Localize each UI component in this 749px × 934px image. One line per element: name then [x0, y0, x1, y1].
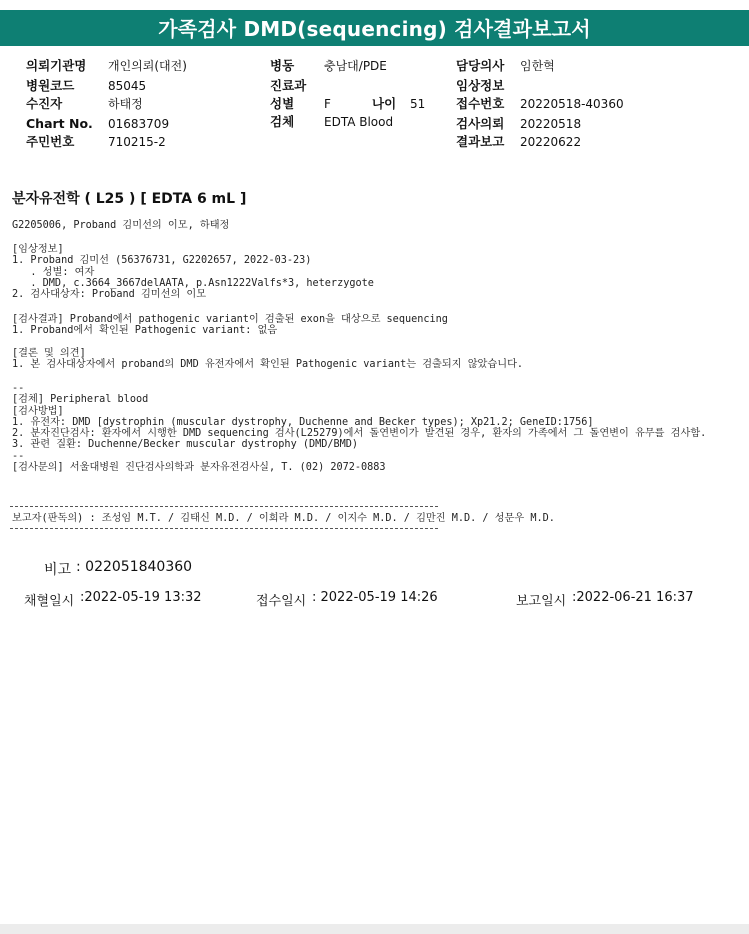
specimen-label: 검체 [270, 114, 295, 129]
report-date-label: 결과보고 [456, 134, 505, 149]
receipt-label: 접수일시 [256, 594, 307, 609]
age-label: 나이 [372, 96, 397, 111]
report-date-value: 20220622 [520, 135, 582, 149]
report-time-label: 보고일시 [516, 594, 567, 609]
conclusion-block: [결론 및 의견] 1. 본 검사대상자에서 proband의 DMD 유전자에서 확인된 Pathogenic variant는 검출되지 않았습니다. [12, 348, 524, 371]
reporter-divider-top [10, 506, 438, 507]
clinical-info-label: 임상정보 [456, 78, 505, 93]
report-title: 가족검사 DMD(sequencing) 검사결과보고서 [0, 10, 749, 46]
chart-no-label: Chart No. [26, 116, 93, 131]
doctor-value: 임한혁 [520, 59, 555, 73]
id-no-value: 710215-2 [108, 135, 166, 149]
collect-value: :2022-05-19 13:32 [80, 590, 202, 605]
hospital-code-value: 85045 [108, 79, 147, 93]
page-bottom-band [0, 924, 749, 934]
receipt-no-label: 접수번호 [456, 96, 505, 111]
doctor-label: 담당의사 [456, 58, 505, 73]
remark-value: : 022051840360 [76, 559, 193, 575]
method-block: -- [검체] Peripheral blood [검사방법] 1. 유전자: DMD [dystrophin (muscular dystrophy, Duchenne and Becker types); Xp21.2; GeneID:1756] 2. 분자진단검사: 환자에서 시행한 DMD sequencing 검사(L25279)에서 돌연변이가 발견된 경우, 환자의 가족에서 그 돌연변이 유무를 검사함. 3. 관련 질환: Duchenne/Becker muscular dystrophy (DMD/BMD) -- [검사문의] 서울대병원 진단검사의학과 분자유전검사실, T. (02) 2072-0883 [12, 383, 707, 474]
sex-label: 성별 [270, 96, 295, 111]
institution-value: 개인의뢰(대전) [108, 59, 187, 73]
institution-label: 의뢰기관명 [26, 58, 87, 73]
id-no-label: 주민번호 [26, 134, 75, 149]
result-block: [검사결과] Proband에서 pathogenic variant이 검출된 exon을 대상으로 sequencing 1. Proband에서 확인된 Pathogenic variant: 없음 [12, 314, 448, 337]
remark-label: 비고 [44, 562, 72, 578]
section-title: 분자유전학 ( L25 ) [ EDTA 6 mL ] [12, 191, 247, 207]
recipient-value: 하태정 [108, 97, 143, 111]
ward-label: 병동 [270, 58, 295, 73]
specimen-value: EDTA Blood [324, 115, 394, 129]
reporter-divider-bottom [10, 528, 438, 529]
sex-value: F [324, 97, 331, 111]
collect-label: 채혈일시 [24, 594, 75, 609]
receipt-no-value: 20220518-40360 [520, 97, 624, 111]
reporters-line: 보고자(판독의) : 조성임 M.T. / 김태신 M.D. / 이희라 M.D. / 이지수 M.D. / 김만진 M.D. / 성문우 M.D. [12, 513, 555, 524]
report-time-value: :2022-06-21 16:37 [572, 590, 694, 605]
dept-label: 진료과 [270, 78, 307, 93]
receipt-value: : 2022-05-19 14:26 [312, 590, 438, 605]
specimen-id-line: G2205006, Proband 김미선의 이모, 하태정 [12, 220, 230, 231]
age-value: 51 [410, 97, 426, 111]
request-date-label: 검사의뢰 [456, 116, 505, 131]
clinical-info-block: [임상정보] 1. Proband 김미선 (56376731, G2202657, 2022-03-23) . 성별: 여자 . DMD, c.3664_3667delAATA, p.Asn1222Valfs*3, heterzygote 2. 검사대상자: Proband 김미선의 이모 [12, 244, 374, 301]
ward-value: 충남대/PDE [324, 59, 387, 73]
hospital-code-label: 병원코드 [26, 78, 75, 93]
request-date-value: 20220518 [520, 117, 582, 131]
recipient-label: 수진자 [26, 96, 63, 111]
chart-no-value: 01683709 [108, 117, 170, 131]
